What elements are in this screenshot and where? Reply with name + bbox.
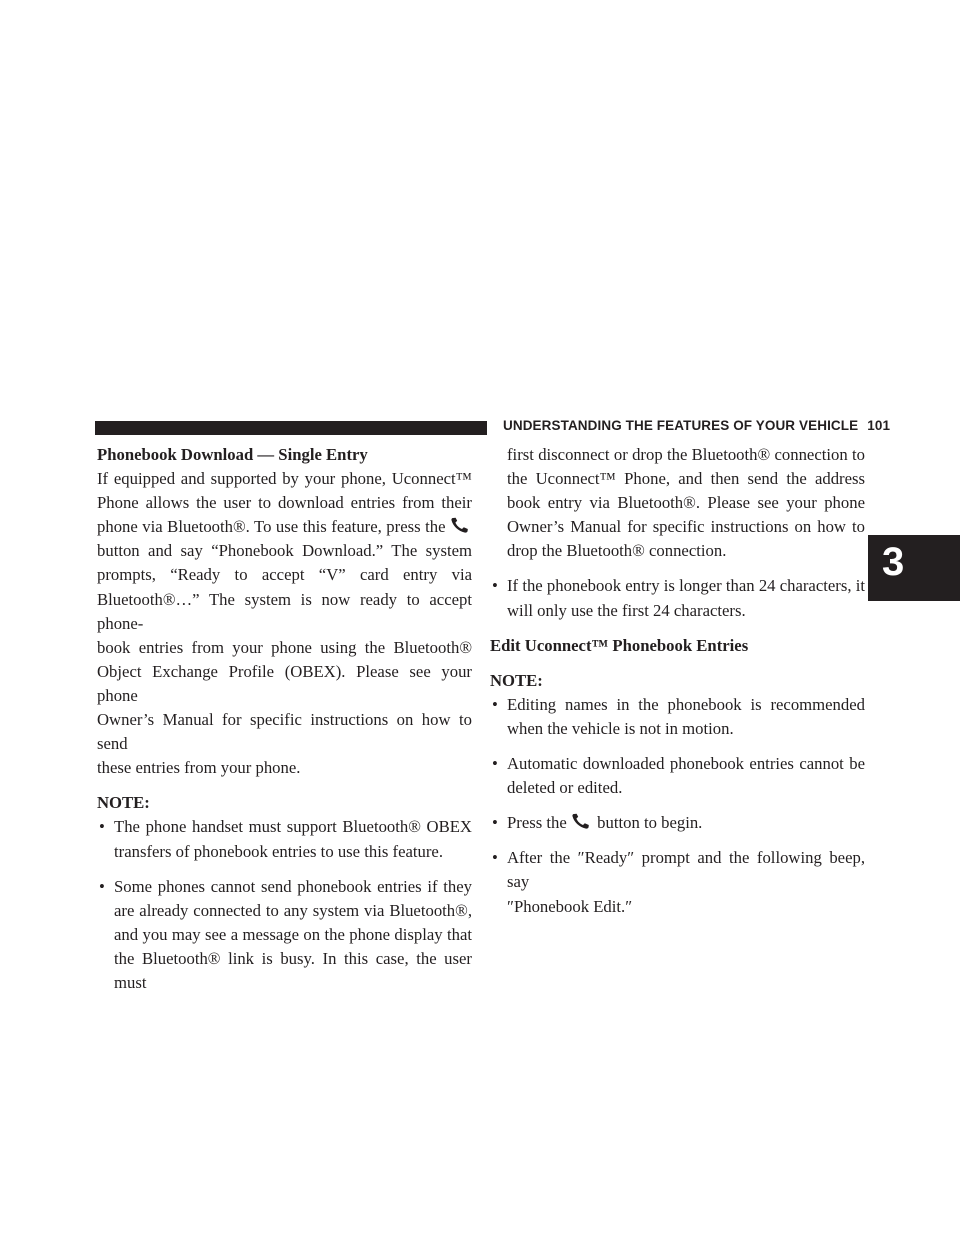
chapter-tab [868,535,960,601]
list-item-line: transfers of phonebook entries to use this feature. [114,841,444,861]
intro-line: book entries from your phone using the Bluetooth® [97,637,472,657]
header-rule [95,421,487,435]
bullet-dot: • [492,576,498,596]
list-item-line: when the vehicle is not in motion. [507,718,734,738]
left-column [97,443,472,995]
intro-line: these entries from your phone. [97,758,301,778]
continued-bullet-text [490,443,865,563]
list-item-line: deleted or edited. [507,778,623,798]
list-item-line: After the ″Ready″ prompt and the following beep, say [507,848,865,892]
header-title: UNDERSTANDING THE FEATURES OF YOUR VEHICLE [503,418,859,433]
phone-handset-icon [571,812,593,830]
intro-line: Phone allows the user to download entries from their [97,493,472,513]
intro-paragraph [97,467,472,780]
intro-line: button and say “Phonebook Download.” The system [97,541,472,561]
list-item [490,811,865,835]
list-item [490,846,865,918]
list-item-line: the Bluetooth® link is busy. In this case, the user must [114,948,472,992]
list-item-line: Owner’s Manual for specific instructions on how to [507,517,865,537]
list-item-line: are already connected to any system via Bluetooth®, [114,900,472,920]
intro-line: Owner’s Manual for specific instructions on how to send [97,710,472,754]
section-heading-phonebook-download: Phonebook Download — Single Entry [97,445,368,464]
list-item [97,815,472,863]
list-item-line: and you may see a message on the phone display that [114,924,472,944]
intro-line: prompts, “Ready to accept “V” card entry via [97,565,472,585]
bullet-dot: • [492,848,498,868]
section-heading-edit-entries: Edit Uconnect™ Phonebook Entries [490,635,749,655]
chapter-number: 3 [882,540,905,584]
note-label: NOTE: [97,793,150,813]
bullet-dot: • [99,876,105,896]
list-item-line: Automatic downloaded phonebook entries cannot be [507,754,865,774]
list-item [490,693,865,741]
phone-handset-icon [450,516,472,534]
intro-line: Bluetooth®…” The system is now ready to accept phone- [97,589,472,633]
list-item-line: Editing names in the phonebook is recommended [507,694,865,714]
list-item-line: ″Phonebook Edit.″ [507,896,633,916]
list-item [490,752,865,800]
list-item-line: drop the Bluetooth® connection. [507,541,727,561]
intro-line: If equipped and supported by your phone, Uconnect™ [97,469,472,489]
intro-line-text: phone via Bluetooth®. To use this feature, press the [97,517,446,537]
list-item-line: first disconnect or drop the Bluetooth® connection to [507,445,865,464]
right-column [490,443,865,919]
list-item [490,574,865,622]
intro-line [97,515,472,539]
list-item-line: book entry via Bluetooth®. Please see your phone [507,493,865,513]
list-item-line: Some phones cannot send phonebook entries if they [114,876,472,896]
bullet-dot: • [492,813,498,833]
list-item [97,875,472,995]
bullet-dot: • [492,754,498,774]
list-item-line: will only use the first 24 characters. [507,600,746,620]
page-number: 101 [867,418,891,433]
list-item-line: the Uconnect™ Phone, and then send the address [507,469,865,489]
bullet-dot: • [99,817,105,837]
running-header [503,418,890,433]
list-item-line: The phone handset must support Bluetooth® OBEX [114,817,472,837]
list-item-text: Press the [507,813,567,833]
note-label: NOTE: [490,670,543,690]
intro-line: Object Exchange Profile (OBEX). Please see your phone [97,661,472,705]
list-item-line: If the phonebook entry is longer than 24 characters, it [507,576,865,596]
bullet-dot: • [492,694,498,714]
list-item-text: button to begin. [597,813,703,833]
